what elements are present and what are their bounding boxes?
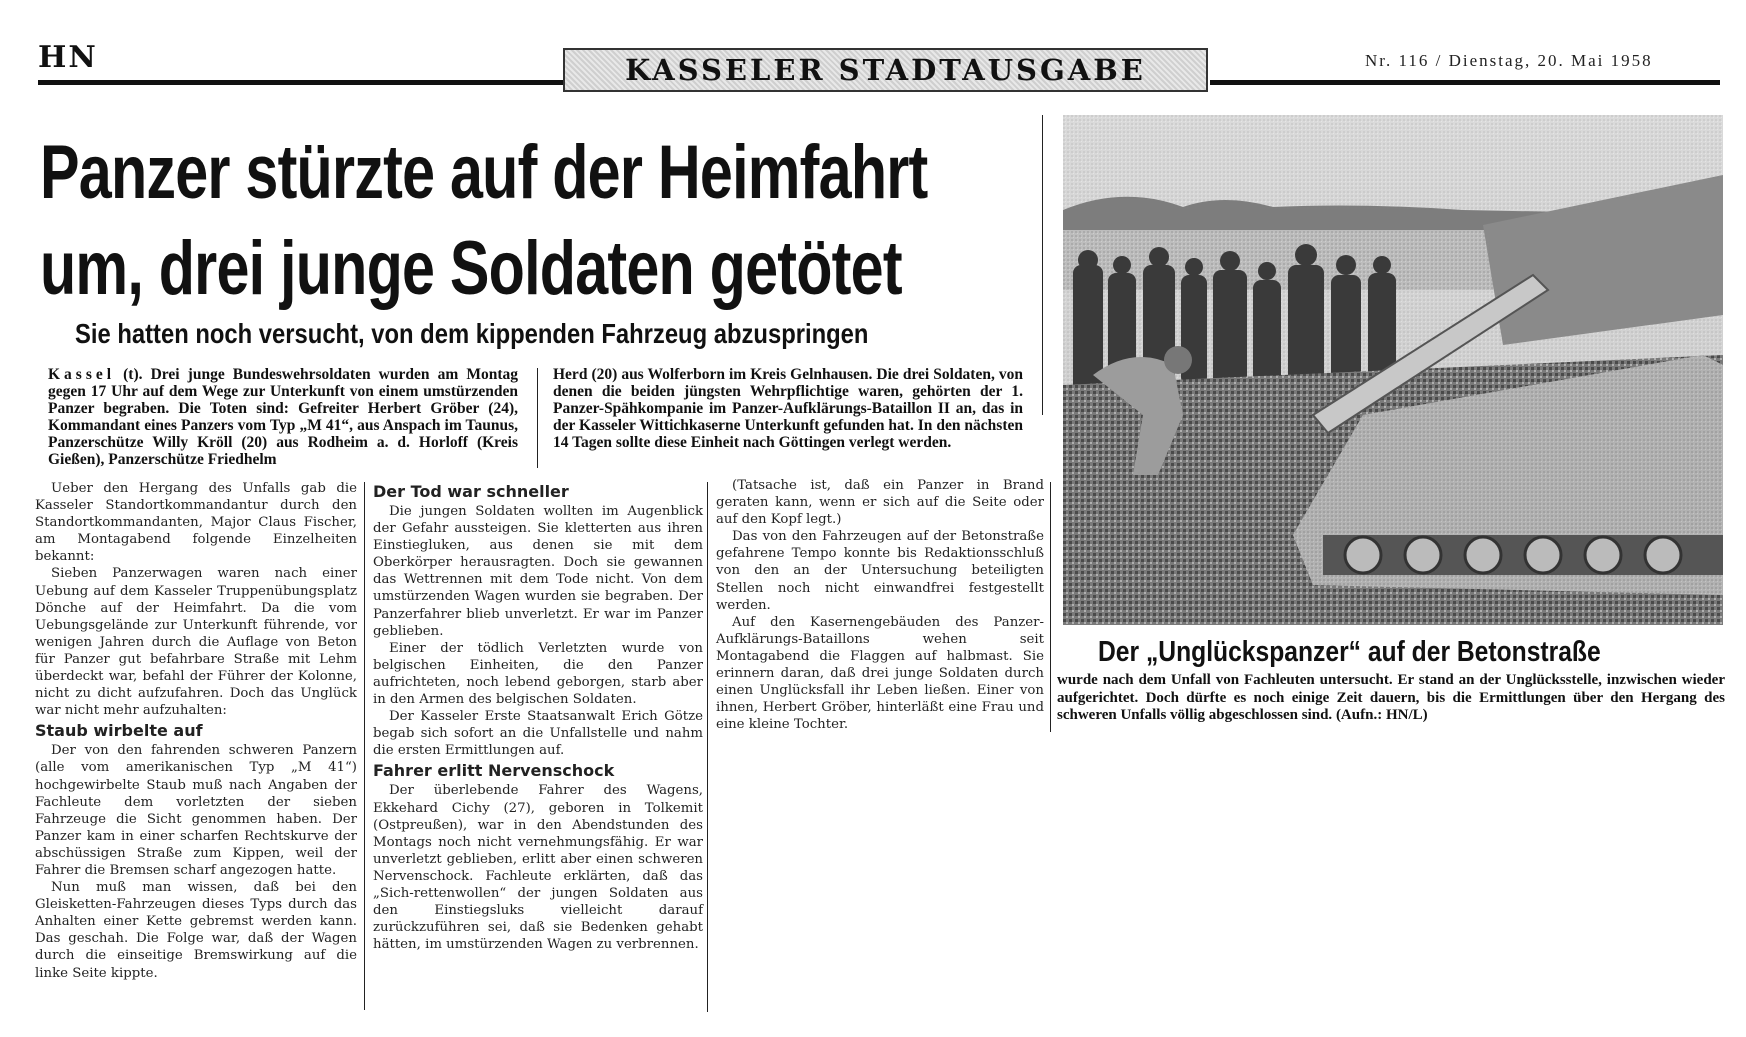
paragraph: (Tatsache ist, daß ein Panzer in Brand geraten kann, wenn er sich auf die Seite oder auf den Kopf legt.) <box>716 478 1044 528</box>
column-divider <box>364 482 365 1010</box>
column-divider <box>1050 482 1051 732</box>
lead-paragraph-1 <box>48 366 518 468</box>
paragraph: Der von den fahrenden schweren Panzern (alle vom amerikanischen Typ „M 41“) hochgewirbelte Staub muß nach Angaben der Fachleute dem vorletzten der sieben Fahrzeuge die Sicht genommen haben. Der Panzer kam in einer scharfen Rechtskurve der abschüssigen Straße zum Kippen, weil der Fahrer die Bremsen scharf angezogen hatte. <box>35 743 357 878</box>
tank-photo-illustration <box>1063 115 1723 625</box>
photo-caption <box>1057 672 1725 725</box>
paper-logo: HN <box>38 40 98 75</box>
photo-credit: (Aufn.: HN/L) <box>1335 707 1428 723</box>
headline-line-1: Panzer stürzte auf der Heimfahrt <box>40 130 928 215</box>
news-photo <box>1063 115 1723 625</box>
column-divider <box>537 368 538 468</box>
lead-paragraph-2: Herd (20) aus Wolferborn im Kreis Gelnhausen. Die drei Soldaten, von denen die beiden jüngsten Wehrpflichtige waren, gehörten der 1. Panzer-Spähkompanie im Panzer-Aufklärungs-Bataillon II an, das in der Kasseler Wittichkaserne Unterkunft gefunden hat. In den nächsten 14 Tagen sollte diese Einheit nach Göttingen verlegt werden. <box>553 366 1023 451</box>
body-column-3 <box>716 477 1044 733</box>
subheading: Staub wirbelte auf <box>35 721 203 741</box>
subheading: Der Tod war schneller <box>373 482 569 501</box>
photo-caption-text: wurde nach dem Unfall von Fachleuten untersucht. Er stand an der Unglücksstelle, inzwischen wieder aufgerichtet. Doch dürfte es noch einige Zeit dauern, bis die Ermittlungen über den Hergang des schweren Unfalls völlig abgeschlossen sind. <box>1057 672 1725 723</box>
lead-text-1: (t). Drei junge Bundeswehrsoldaten wurden am Montag gegen 17 Uhr auf dem Wege zur Unterkunft von einem umstürzenden Panzer begraben. Die Toten sind: Gefreiter Herbert Gröber (24), Kommandant eines Panzers vom Typ „M 41“, aus Anspach im Taunus, Panzerschütze Willy Kröll (20) aus Rodheim a. d. Horloff (Kreis Gießen), Panzerschütze Friedhelm <box>48 366 518 468</box>
masthead-rule-right <box>1210 80 1720 85</box>
headline-line-2: um, drei junge Soldaten getötet <box>40 226 902 311</box>
paragraph: Ueber den Hergang des Unfalls gab die Kasseler Standortkommandantur durch den Standortkommandanten, Major Claus Fischer, am Montagabend folgende Einzelheiten bekannt: <box>35 481 357 565</box>
paragraph: Sieben Panzerwagen waren nach einer Uebung auf dem Kasseler Truppenübungsplatz Dönche auf der Heimfahrt. Da die vom Uebungsgelände zur Unterkunft führende, vor wenigen Jahren durch die Auflage von Beton für Panzer gut befahrbare Straße mit Lehm überdeckt war, befahl der Führer der Kolonne, nicht zu dicht aufzufahren. Doch das Unglück war nicht mehr aufzuhalten: <box>35 566 357 719</box>
edition-label: KASSELER STADTAUSGABE <box>625 53 1146 87</box>
body-column-2 <box>373 480 703 953</box>
paragraph: Einer der tödlich Verletzten wurde von belgischen Einheiten, die den Panzer aufrichteten, noch lebend geborgen, starb aber in den Armen des belgischen Soldaten. <box>373 640 703 708</box>
paragraph: Die jungen Soldaten wollten im Augenblick der Gefahr aussteigen. Sie kletterten aus ihren Einstiegluken, aus denen sie mit dem Oberkörper herausragten. Doch sie gewannen das Wettrennen mit dem Tode nicht. Von dem umstürzenden Wagen wurden sie begraben. Der Panzerfahrer blieb unverletzt. Er war im Panzer geblieben. <box>373 504 703 639</box>
headline <box>40 125 928 317</box>
body-column-1 <box>35 480 357 982</box>
paragraph: Der Kasseler Erste Staatsanwalt Erich Götze begab sich sofort an die Unfallstelle und nahm die ersten Ermittlungen auf. <box>373 709 703 759</box>
masthead-rule-left <box>38 80 563 85</box>
paragraph: Auf den Kasernengebäuden des Panzer-Aufklärungs-Bataillons wehen seit Montagabend die Flaggen auf halbmast. Sie erinnern daran, daß drei junge Soldaten durch einen Unglücksfall ihr Leben ließen. Einer von ihnen, Herbert Gröber, hinterläßt eine Frau und eine kleine Tochter. <box>716 614 1044 733</box>
paragraph: Das von den Fahrzeugen auf der Betonstraße gefahrene Tempo konnte bis Redaktionsschluß von den an der Untersuchung beteiligten Stellen noch nicht einwandfrei festgestellt werden. <box>716 529 1044 613</box>
photo-caption-title: Der „Unglückspanzer“ auf der Betonstraße <box>1098 636 1601 668</box>
paragraph: Der überlebende Fahrer des Wagens, Ekkehard Cichy (27), geboren in Tolkemit (Ostpreußen), war in den Abendstunden des Montags noch nicht vernehmungsfähig. Er war unverletzt geblieben, erlitt aber einen schweren Nervenschock. Fachleute erklärten, daß das „Sich-rettenwollen“ der jungen Soldaten aus den Einstiegsluks vielleicht darauf zurückzuführen sei, daß sie Bedenken gehabt hätten, im umstürzenden Wagen zu verbrennen. <box>373 783 703 953</box>
subheadline: Sie hatten noch versucht, von dem kippenden Fahrzeug abzuspringen <box>75 318 869 349</box>
column-divider <box>1042 115 1043 415</box>
column-divider <box>707 482 708 1012</box>
paragraph: Nun muß man wissen, daß bei den Gleisketten-Fahrzeugen dieses Typs durch das Anhalten einer Kette gebremst werden kann. Das geschah. Die Folge war, daß der Wagen durch die einseitige Bremswirkung auf die linke Seite kippte. <box>35 880 357 981</box>
edition-banner <box>563 48 1208 92</box>
dateline: Kassel <box>48 366 116 383</box>
issue-info: Nr. 116 / Dienstag, 20. Mai 1958 <box>1365 51 1653 70</box>
subheading: Fahrer erlitt Nervenschock <box>373 761 615 781</box>
